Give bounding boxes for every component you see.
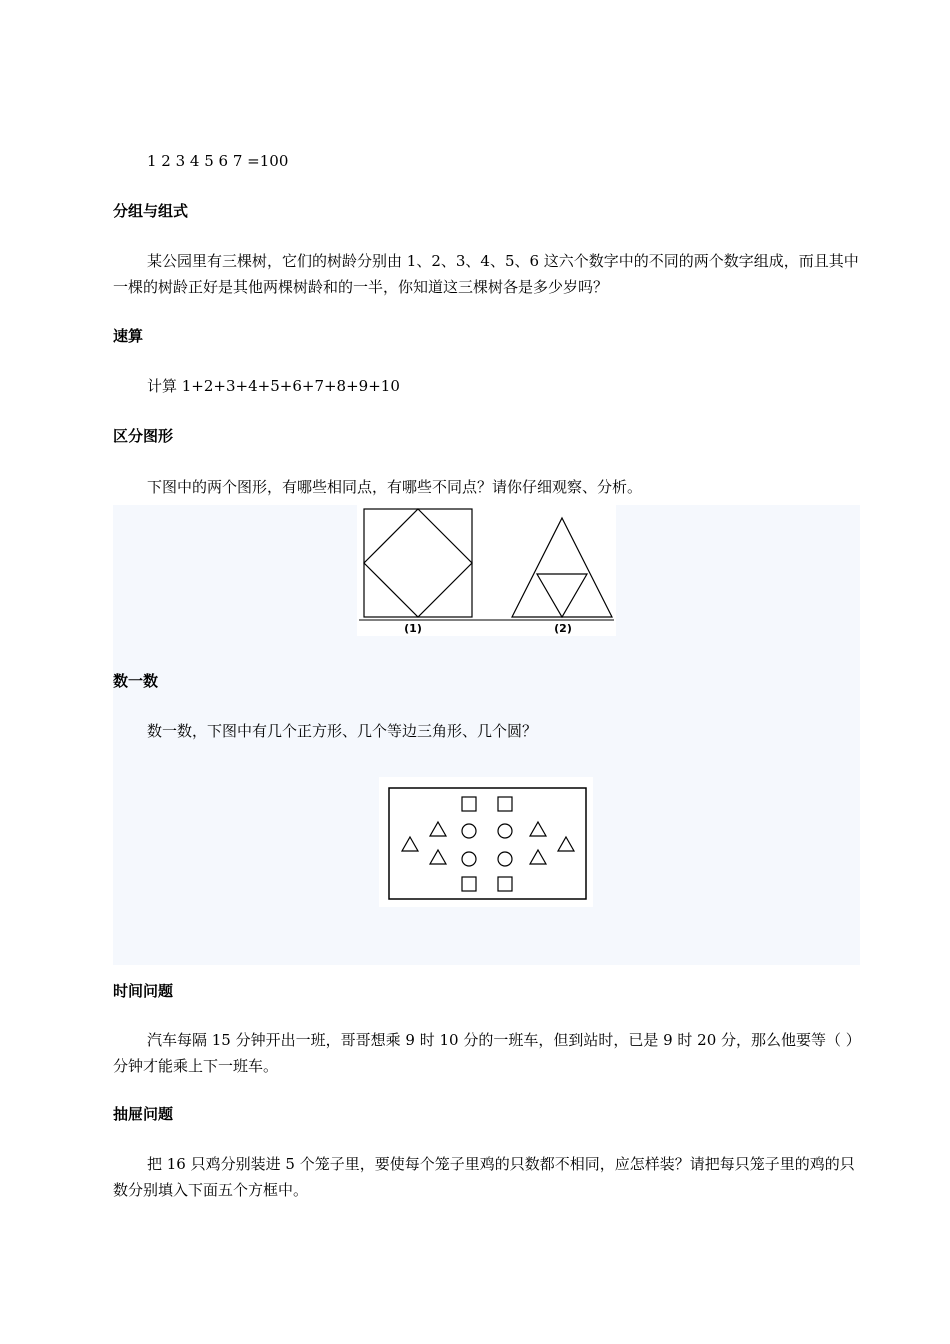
square-diamond-figure: [364, 509, 472, 617]
shapes-figure: [357, 505, 616, 636]
triangle-shape: [402, 837, 418, 851]
section-title-distinguish-shapes: 区分图形: [113, 427, 174, 445]
section-text-time: 汽车每隔 15 分钟开出一班，哥哥想乘 9 时 10 分的一班车，但到站时，已是 9 时 20 分，那么他要等（ ）分钟才能乘上下一班车。: [113, 1031, 854, 1075]
section-text-grouping: 某公园里有三棵树，它们的树龄分别由 1、2、3、4、5、6 这六个数字中的不同的两个数字组成，而且其中一棵的树龄正好是其他两棵树龄和的一半，你知道这三棵树各是多少岁吗？: [113, 252, 859, 296]
figure-label-2: (2): [554, 622, 572, 635]
triangle-shape: [430, 822, 446, 836]
section-text-count: 数一数，下图中有几个正方形、几个等边三角形、几个圆？: [147, 722, 538, 740]
square-shape: [462, 797, 476, 811]
section-text-distinguish-shapes: 下图中的两个图形，有哪些相同点，有哪些不同点？请你仔细观察、分析。: [147, 478, 643, 496]
triangle-shape: [530, 850, 546, 864]
outer-frame: [389, 788, 586, 899]
section-title-pigeonhole: 抽屉问题: [113, 1105, 174, 1123]
square-shape: [498, 797, 512, 811]
figure-label-1: (1): [404, 622, 422, 635]
section-text-pigeonhole: 把 16 只鸡分别装进 5 个笼子里，要使每个笼子里鸡的只数都不相同，应怎样装？请把每只笼子里的鸡的只数分别填入下面五个方框中。: [113, 1155, 855, 1199]
circle-shape: [498, 824, 512, 838]
circle-shape: [498, 852, 512, 866]
section-title-count: 数一数: [113, 672, 159, 690]
section-title-time: 时间问题: [113, 982, 174, 1000]
section-title-grouping: 分组与组式: [113, 202, 189, 220]
circle-shape: [462, 852, 476, 866]
triangle-shape: [530, 822, 546, 836]
count-shapes-figure: [379, 777, 593, 907]
circle-shape: [462, 824, 476, 838]
square-shape: [462, 877, 476, 891]
triangle-subdivided-figure: [512, 518, 612, 617]
square-shape: [498, 877, 512, 891]
triangle-shape: [430, 850, 446, 864]
section-title-quick-calc: 速算: [113, 327, 144, 345]
triangle-shape: [558, 837, 574, 851]
section-text-quick-calc: 计算 1+2+3+4+5+6+7+8+9+10: [147, 377, 400, 395]
equation-text: 1 2 3 4 5 6 7 =100: [147, 152, 289, 170]
